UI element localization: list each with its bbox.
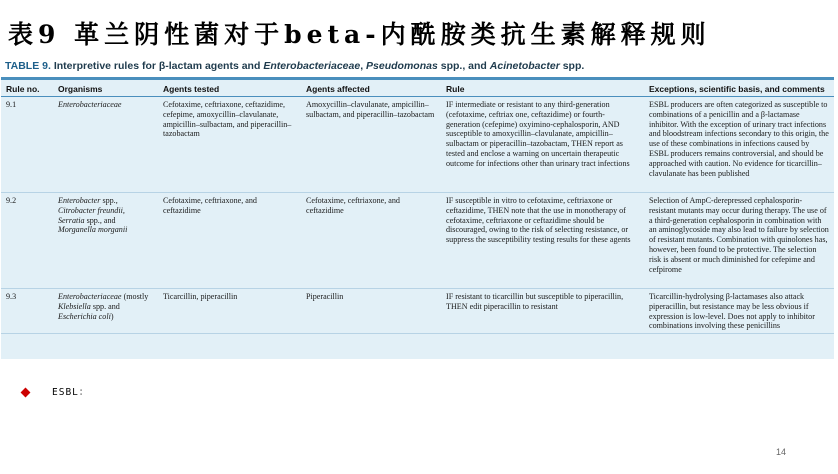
organism-part: Enterobacter — [58, 196, 101, 205]
cell-rule-no: 9.3 — [6, 292, 17, 301]
table-caption-org1: Enterobacteriaceae — [263, 60, 361, 72]
bullet-text: ESBL： — [52, 387, 90, 398]
table-caption-text: Interpretive rules for β-lactam agents and — [53, 60, 261, 72]
cell-organisms: Enterobacteriaceae — [58, 100, 122, 109]
cell-exceptions: Ticarcillin-hydrolysing β-lactamases also attack piperacillin, but resistance may be less obvious if expression is low-level. Does not apply to inhibitor combinations involving these penicillins — [649, 292, 815, 331]
cell-rule: IF intermediate or resistant to any third-generation (cefotaxime, ceftriax one, ceftazidime) or fourth-generation (cefepime) oxyimino-cephalosporin, AND susceptible to amoxycillin–clavulanate, ampicillin–sulbactam or piperacillin–tazobactam, THEN report as tested and enclose a warning on uncertain therapeutic outcome for infections other than urinary tract infections — [446, 100, 630, 168]
organism-part: spp., and — [86, 215, 116, 225]
cell-exceptions: ESBL producers are often categorized as susceptible to combinations of a penicillin and a β-lactamase inhibitor. With the exception of urinary tract infections and bloodstream infections secondary to this origin, the use of these combinations in infections caused by ESBL producers remains controversial, and should be approached with caution. No evidence for ticarcillin–clavulanate has been published — [649, 100, 829, 178]
slide-title: 表9 革兰阴性菌对于beta-内酰胺类抗生素解释规则 — [8, 20, 711, 49]
table-caption-sep2: spp., and — [440, 60, 487, 72]
cell-agents-affected: Amoxycillin–clavulanate, ampicillin–sulbactam, and piperacillin–tazobactam — [306, 100, 435, 119]
table-caption-label: TABLE 9. — [5, 60, 51, 72]
organism-part: spp., — [102, 196, 118, 205]
diamond-bullet-icon — [21, 388, 31, 398]
cell-agents-tested: Cefotaxime, ceftriaxone, and ceftazidime — [163, 196, 257, 215]
table-image — [1, 57, 834, 359]
table-caption-sep1: , — [360, 60, 364, 72]
organism-part: spp. and — [92, 301, 120, 311]
table-caption-org3: Acinetobacter — [489, 60, 560, 72]
header-rule-no: Rule no. — [6, 84, 40, 94]
cell-organisms — [53, 193, 158, 289]
header-rule: Rule — [446, 84, 465, 94]
table-caption-tail: spp. — [562, 60, 585, 72]
cell-rule: IF resistant to ticarcillin but susceptible to piperacillin, THEN edit piperacillin to resistant — [446, 292, 624, 311]
cell-exceptions: Selection of AmpC-derepressed cephalosporin-resistant mutants may occur during therapy. The use of a third-generation cephalosporin in combination with an aminoglycoside may also lead to failure by selection of resistant mutants. Combination with quinolones has, however, been found to be protective. The selection risk is absent or much diminished for cefepime and cefpirome — [649, 196, 829, 274]
organism-part: Citrobacter freundii, Serratia — [58, 205, 125, 225]
organism-part: Escherichia coli — [58, 311, 111, 321]
cell-agents-affected: Cefotaxime, ceftriaxone, and ceftazidime — [306, 196, 400, 215]
table-caption-bar — [1, 57, 834, 77]
header-exceptions: Exceptions, scientific basis, and comments — [649, 84, 825, 94]
organism-part: (mostly — [123, 292, 149, 301]
cell-rule-no: 9.2 — [6, 196, 17, 205]
table-caption-org2: Pseudomonas — [366, 60, 438, 72]
organism-part: Morganella morganii — [58, 225, 128, 235]
cell-organisms — [53, 289, 158, 334]
cell-rule-no: 9.1 — [6, 100, 17, 109]
table-header-row — [1, 80, 834, 97]
cell-agents-tested: Ticarcillin, piperacillin — [163, 292, 238, 301]
header-organisms: Organisms — [58, 84, 103, 94]
header-agents-affected: Agents affected — [306, 84, 370, 94]
cell-rule: IF susceptible in vitro to cefotaxime, ceftriaxone or ceftazidime, THEN note that the use in monotherapy of cefotaxime, ceftriaxone or ceftazidime should be discouraged, owing to the risk of selecting resistance, or suppress the susceptibility testing results for these agents — [446, 196, 631, 245]
table-row — [1, 97, 834, 193]
organism-part: Klebsiella — [58, 301, 91, 311]
table-caption — [5, 59, 584, 74]
rules-table — [1, 80, 834, 334]
cell-agents-tested: Cefotaxime, ceftriaxone, ceftazidime, cefepime, amoxycillin–clavulanate, ampicillin–sulbactam, and piperacillin–tazobactam — [163, 100, 292, 139]
table-row — [1, 193, 834, 289]
organism-part: Enterobacteriaceae — [58, 292, 122, 301]
header-agents-tested: Agents tested — [163, 84, 220, 94]
organism-part: ) — [110, 311, 114, 321]
cell-agents-affected: Piperacillin — [306, 292, 344, 301]
table-row — [1, 289, 834, 334]
page-number: 14 — [776, 447, 787, 457]
